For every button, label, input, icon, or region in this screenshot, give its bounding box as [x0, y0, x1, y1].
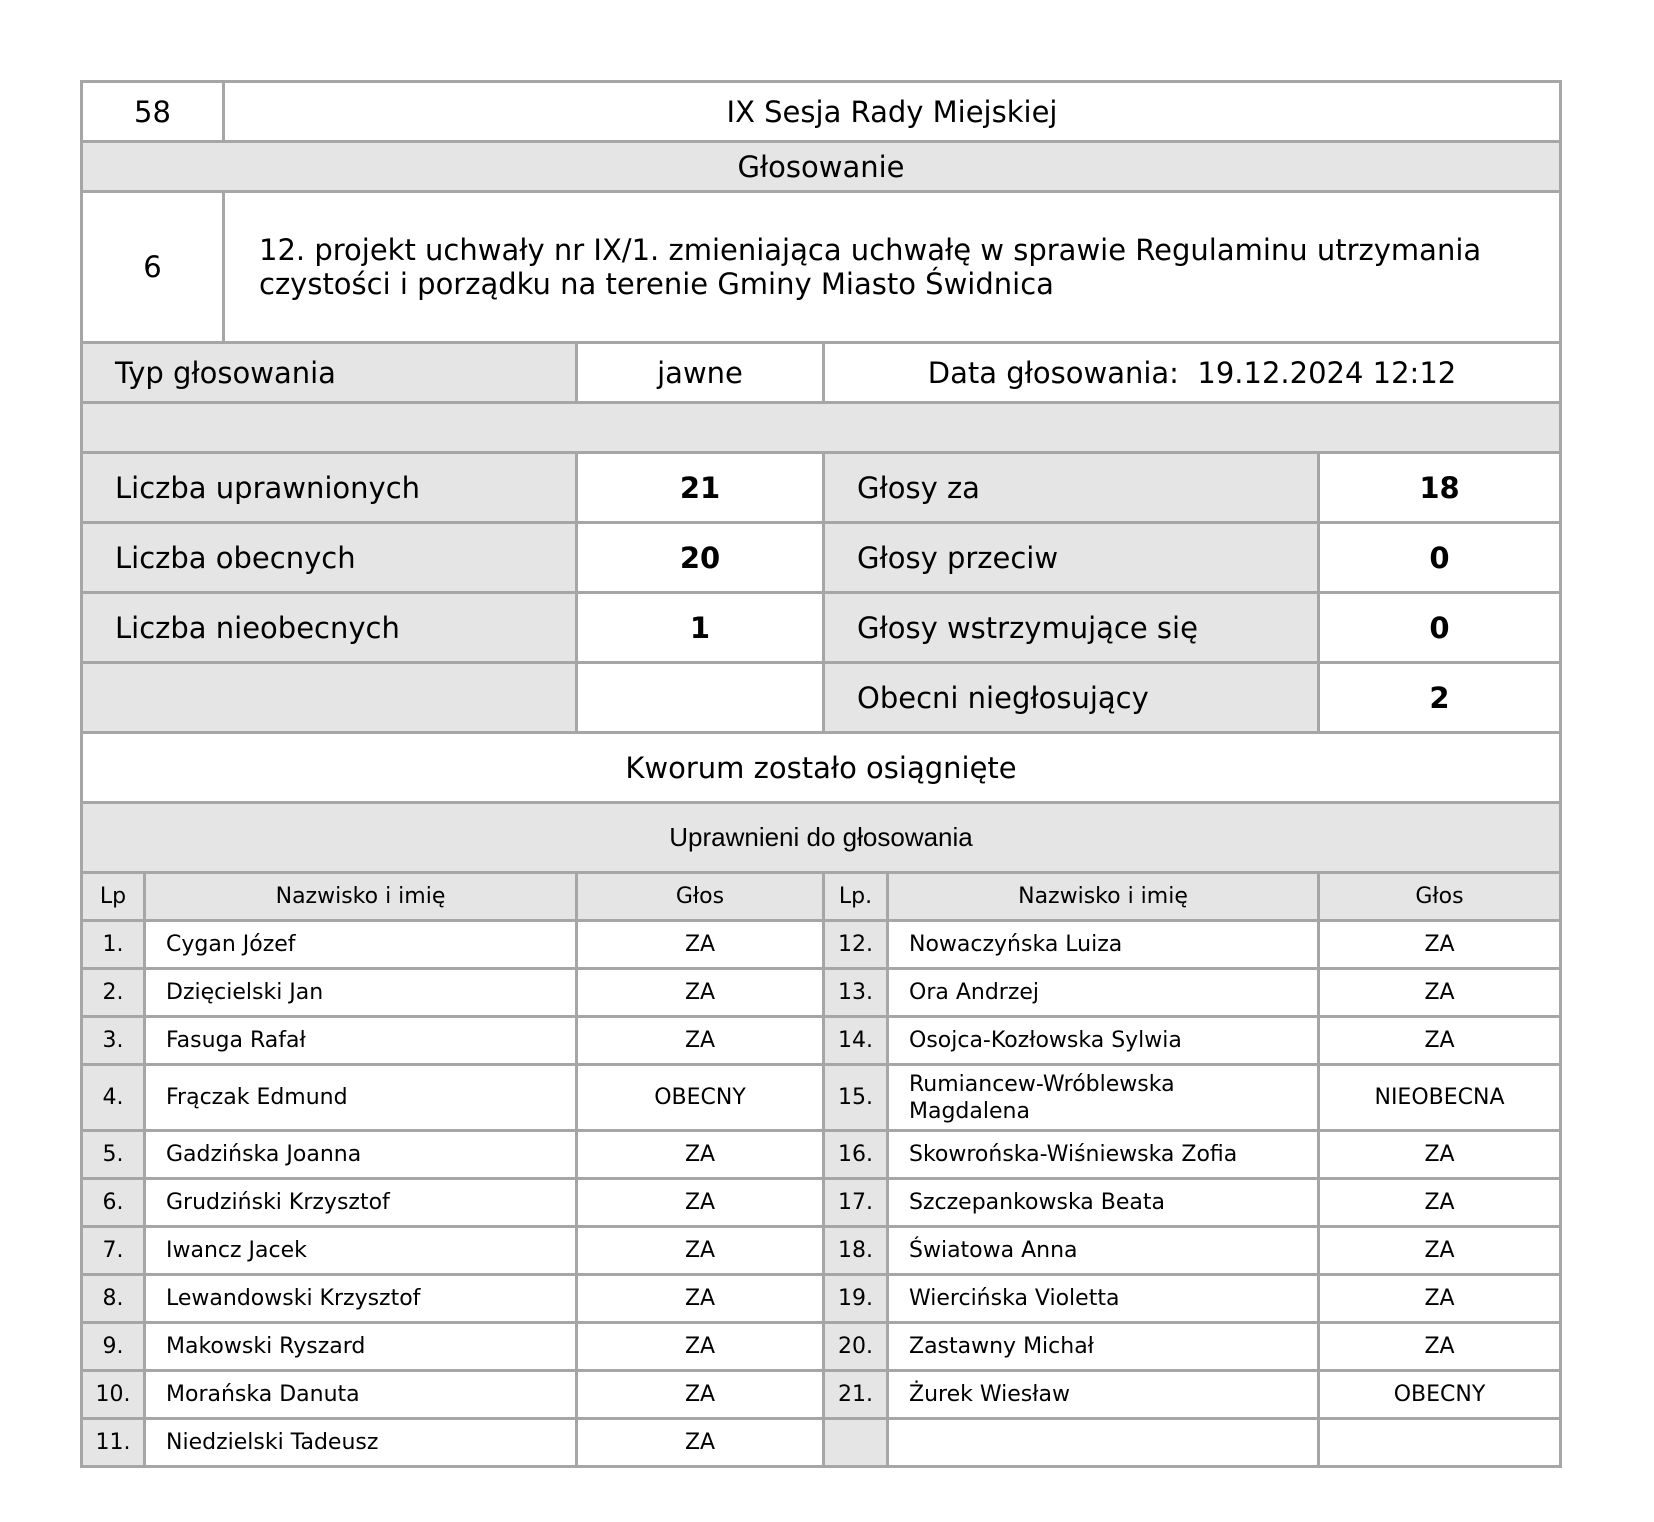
voter-vote: ZA: [1319, 1179, 1561, 1227]
item-title: [224, 192, 1561, 343]
voter-name: Cygan Józef: [145, 921, 577, 969]
voter-lp: 6.: [82, 1179, 145, 1227]
col-vote-right: Głos: [1319, 873, 1561, 921]
voter-lp: 11.: [82, 1419, 145, 1467]
table-row: [82, 1131, 1561, 1179]
voter-vote: ZA: [577, 1275, 824, 1323]
voter-vote: ZA: [1319, 1131, 1561, 1179]
voters-header-row: [82, 873, 1561, 921]
empty-cell: [1319, 1419, 1561, 1467]
voter-vote: ZA: [1319, 1323, 1561, 1371]
voter-vote: ZA: [1319, 921, 1561, 969]
table-row: [82, 1179, 1561, 1227]
voter-vote: ZA: [577, 1179, 824, 1227]
stats-row: [82, 593, 1561, 663]
voters-table: [80, 871, 1562, 1468]
present-not-voting-value: 2: [1319, 663, 1561, 733]
col-vote-left: Głos: [577, 873, 824, 921]
item-title-line-1: 12. projekt uchwały nr IX/1. zmieniająca uchwałę w sprawie Regulaminu utrzymania: [259, 233, 1482, 267]
table-row: [82, 1065, 1561, 1131]
voter-name: Szczepankowska Beata: [888, 1179, 1319, 1227]
voter-name: Gadzińska Joanna: [145, 1131, 577, 1179]
table-row: [82, 969, 1561, 1017]
table-row: [82, 1275, 1561, 1323]
table-row: [82, 1419, 1561, 1467]
votes-against-label: Głosy przeciw: [824, 523, 1319, 593]
session-header: [80, 80, 1562, 143]
voter-lp: 18.: [824, 1227, 888, 1275]
col-lp-left: Lp: [82, 873, 145, 921]
votes-for-value: 18: [1319, 453, 1561, 523]
voter-name: Makowski Ryszard: [145, 1323, 577, 1371]
table-row: [82, 1371, 1561, 1419]
voter-name-line-2: Magdalena: [909, 1098, 1030, 1124]
voter-name-line-1: Rumiancew-Wróblewska: [909, 1071, 1175, 1097]
voter-name: Fasuga Rafał: [145, 1017, 577, 1065]
voter-lp: 13.: [824, 969, 888, 1017]
voter-vote: ZA: [577, 1131, 824, 1179]
quorum-band: [80, 731, 1562, 804]
voter-name: Niedzielski Tadeusz: [145, 1419, 577, 1467]
item-number: 6: [82, 192, 224, 343]
eligible-title: Uprawnieni do głosowania: [82, 803, 1561, 873]
voter-vote: ZA: [1319, 1275, 1561, 1323]
voter-lp: 14.: [824, 1017, 888, 1065]
vote-type-label: Typ głosowania: [82, 343, 577, 403]
voter-name: Ora Andrzej: [888, 969, 1319, 1017]
voter-lp: 21.: [824, 1371, 888, 1419]
voter-lp: 7.: [82, 1227, 145, 1275]
voter-lp: 12.: [824, 921, 888, 969]
spacer-cell: [82, 403, 1561, 453]
voter-name: Wiercińska Violetta: [888, 1275, 1319, 1323]
vote-date-label: Data głosowania:: [927, 355, 1179, 390]
voter-lp: 4.: [82, 1065, 145, 1131]
voter-vote: ZA: [577, 921, 824, 969]
voter-vote: NIEOBECNA: [1319, 1065, 1561, 1131]
present-value: 20: [577, 523, 824, 593]
table-row: [82, 1323, 1561, 1371]
voter-lp: 15.: [824, 1065, 888, 1131]
votes-abstain-label: Głosy wstrzymujące się: [824, 593, 1319, 663]
voter-lp: 10.: [82, 1371, 145, 1419]
votes-for-label: Głosy za: [824, 453, 1319, 523]
voter-name: Lewandowski Krzysztof: [145, 1275, 577, 1323]
eligible-band: [80, 801, 1562, 874]
table-row: [82, 1017, 1561, 1065]
votes-against-value: 0: [1319, 523, 1561, 593]
stats-row: [82, 663, 1561, 733]
voter-vote: ZA: [577, 1227, 824, 1275]
vote-type-value: jawne: [577, 343, 824, 403]
vote-date: [824, 343, 1561, 403]
voter-vote: OBECNY: [577, 1065, 824, 1131]
voter-vote: ZA: [577, 969, 824, 1017]
voter-lp: 1.: [82, 921, 145, 969]
voter-vote: ZA: [577, 1419, 824, 1467]
voter-vote: ZA: [1319, 969, 1561, 1017]
voter-lp: 3.: [82, 1017, 145, 1065]
absent-value: 1: [577, 593, 824, 663]
empty-cell: [824, 1419, 888, 1467]
col-lp-right: Lp.: [824, 873, 888, 921]
voter-lp: 20.: [824, 1323, 888, 1371]
voter-name: Światowa Anna: [888, 1227, 1319, 1275]
voter-vote: ZA: [577, 1017, 824, 1065]
voter-name: Frączak Edmund: [145, 1065, 577, 1131]
absent-label: Liczba nieobecnych: [82, 593, 577, 663]
vote-statistics: [80, 451, 1562, 734]
voter-name: Żurek Wiesław: [888, 1371, 1319, 1419]
col-name-right: Nazwisko i imię: [888, 873, 1319, 921]
quorum-status: Kworum zostało osiągnięte: [82, 733, 1561, 803]
spacer-band: [80, 401, 1562, 454]
eligible-value: 21: [577, 453, 824, 523]
voter-name: Dzięcielski Jan: [145, 969, 577, 1017]
voter-lp: 9.: [82, 1323, 145, 1371]
present-label: Liczba obecnych: [82, 523, 577, 593]
voter-vote: OBECNY: [1319, 1371, 1561, 1419]
voter-name: Zastawny Michał: [888, 1323, 1319, 1371]
agenda-item: [80, 190, 1562, 344]
voter-lp: 8.: [82, 1275, 145, 1323]
eligible-label: Liczba uprawnionych: [82, 453, 577, 523]
empty-cell: [888, 1419, 1319, 1467]
voter-lp: 17.: [824, 1179, 888, 1227]
table-row: [82, 1227, 1561, 1275]
voter-vote: ZA: [577, 1323, 824, 1371]
voter-vote: ZA: [1319, 1227, 1561, 1275]
voter-name: Morańska Danuta: [145, 1371, 577, 1419]
section-header: [80, 140, 1562, 193]
vote-meta: [80, 341, 1562, 404]
stats-row: [82, 523, 1561, 593]
session-number: 58: [82, 82, 224, 142]
col-name-left: Nazwisko i imię: [145, 873, 577, 921]
empty-cell: [82, 663, 577, 733]
empty-cell: [577, 663, 824, 733]
voter-vote: ZA: [1319, 1017, 1561, 1065]
voting-protocol: [80, 80, 1562, 1468]
voter-vote: ZA: [577, 1371, 824, 1419]
votes-abstain-value: 0: [1319, 593, 1561, 663]
voter-name: [888, 1065, 1319, 1131]
voter-name: Grudziński Krzysztof: [145, 1179, 577, 1227]
present-not-voting-label: Obecni niegłosujący: [824, 663, 1319, 733]
voter-name: Skowrońska-Wiśniewska Zofia: [888, 1131, 1319, 1179]
voter-lp: 16.: [824, 1131, 888, 1179]
voter-lp: 5.: [82, 1131, 145, 1179]
stats-row: [82, 453, 1561, 523]
voter-lp: 2.: [82, 969, 145, 1017]
voter-lp: 19.: [824, 1275, 888, 1323]
voter-name: Osojca-Kozłowska Sylwia: [888, 1017, 1319, 1065]
voter-name: Nowaczyńska Luiza: [888, 921, 1319, 969]
item-title-line-2: czystości i porządku na terenie Gminy Miasto Świdnica: [259, 267, 1054, 301]
table-row: [82, 921, 1561, 969]
section-title: Głosowanie: [82, 142, 1561, 192]
session-title: IX Sesja Rady Miejskiej: [224, 82, 1561, 142]
vote-date-value: 19.12.2024 12:12: [1197, 355, 1457, 390]
voter-name: Iwancz Jacek: [145, 1227, 577, 1275]
